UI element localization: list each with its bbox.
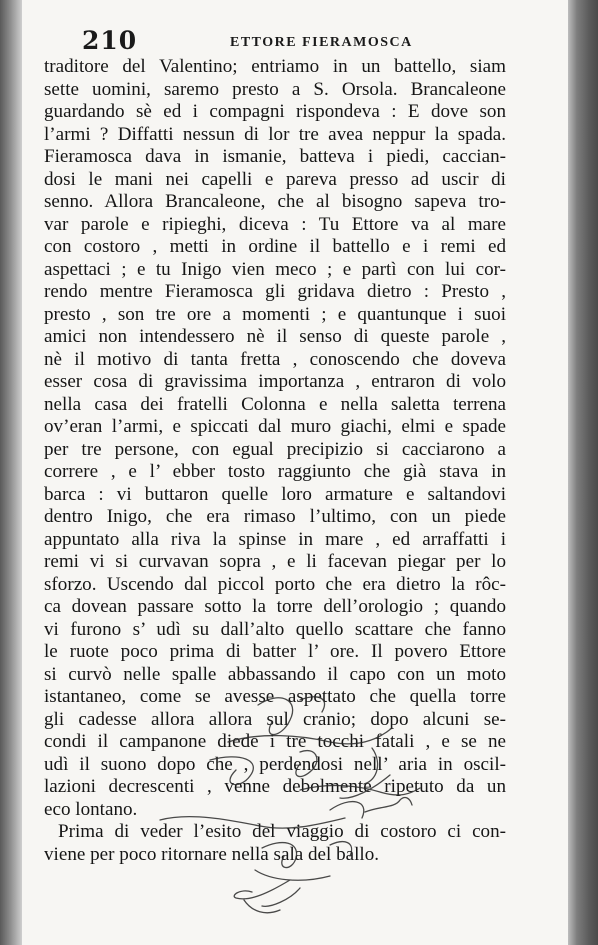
text-line: dosi le mani nei capelli e pareva presso ad uscir di	[44, 168, 506, 190]
page-number: 210	[82, 26, 138, 55]
text-line: per tre persone, con egual precipizio si cacciarono a	[44, 438, 506, 460]
text-line: udì il suono dopo che , perdendosi nell’ aria in oscil-	[44, 753, 506, 775]
text-line: var parole e ripieghi, diceva : Tu Ettore va al mare	[44, 213, 506, 235]
text-line: condi il campanone diede i tre tocchi fatali , e se ne	[44, 731, 506, 752]
text-line: si curvò nelle spalle abbassando il capo con un moto	[44, 663, 506, 685]
text-line: Prima di veder l’esito del viaggio di costoro ci con-	[58, 821, 506, 842]
text-line: esser cosa di gravissima importanza , entraron di volo	[44, 371, 506, 392]
text-line: barca : vi buttaron quelle loro armature e saltandovi	[44, 483, 506, 505]
text-line: rendo mentre Fieramosca gli gridava dietro : Presto ,	[44, 281, 506, 302]
text-line: vi furono s’ udì su dall’alto quello scattare che fanno	[44, 618, 506, 640]
running-title: ETTORE FIERAMOSCA	[230, 35, 413, 50]
text-line: l’armi ? Diffatti nessun di lor tre avea neppur la spada.	[44, 123, 506, 145]
book-right-edge	[568, 0, 598, 945]
text-line: correre , e l’ ebber tosto raggiunto che già stava in	[44, 461, 506, 482]
text-line: aspettaci ; e tu Inigo vien meco ; e partì con lui cor-	[44, 258, 506, 280]
text-line: eco lontano.	[44, 798, 138, 820]
text-line: nella casa dei fratelli Colonna e nella saletta terrena	[44, 393, 506, 415]
text-line: istantaneo, come se avesse aspettato che quella torre	[44, 686, 506, 707]
text-line: ov’eran l’armi, e spiccati dal muro giachi, elmi e spade	[44, 416, 506, 437]
text-line: dentro Inigo, che era rimaso l’ultimo, con un piede	[44, 506, 506, 527]
text-line: ca dovean passare sotto la torre dell’orologio ; quando	[44, 596, 506, 617]
page-header	[82, 26, 522, 58]
text-line: viene per poco ritornare nella sala del ballo.	[44, 843, 380, 865]
text-line: con costoro , metti in ordine il battello e i remi ed	[44, 236, 506, 257]
text-line: senno. Allora Brancaleone, che al bisogno sapeva tro-	[44, 191, 506, 212]
text-line: traditore del Valentino; entriamo in un battello, siam	[44, 56, 506, 77]
text-line: sforzo. Uscendo dal piccol porto che era dietro la rôc-	[44, 573, 506, 595]
text-line: sette uomini, saremo presto a S. Orsola. Brancaleone	[44, 78, 506, 100]
text-line: Fieramosca dava in ismanie, batteva i piedi, caccian-	[44, 146, 506, 167]
text-line: remi vi si curvavan sopra , e li facevan piegar per lo	[44, 551, 506, 572]
text-line: guardando sè ed i compagni rispondeva : E dove son	[44, 101, 506, 122]
text-line: presto , son tre ore a momenti ; e quantunque i suoi	[44, 303, 506, 325]
text-line: nè il motivo di tanta fretta , conoscendo che doveva	[44, 348, 506, 370]
text-line: appuntato alla riva la spinse in mare , ed arraffatti i	[44, 528, 506, 550]
body-text	[44, 56, 506, 866]
text-line: le ruote poco prima di batter l’ ore. Il povero Ettore	[44, 641, 506, 662]
text-line: lazioni decrescenti , venne debolmente ripetuto da un	[44, 776, 506, 797]
text-line: amici non intendessero nè il senso di queste parole ,	[44, 326, 506, 347]
text-line: gli cadesse allora allora sul cranio; dopo alcuni se-	[44, 708, 506, 730]
